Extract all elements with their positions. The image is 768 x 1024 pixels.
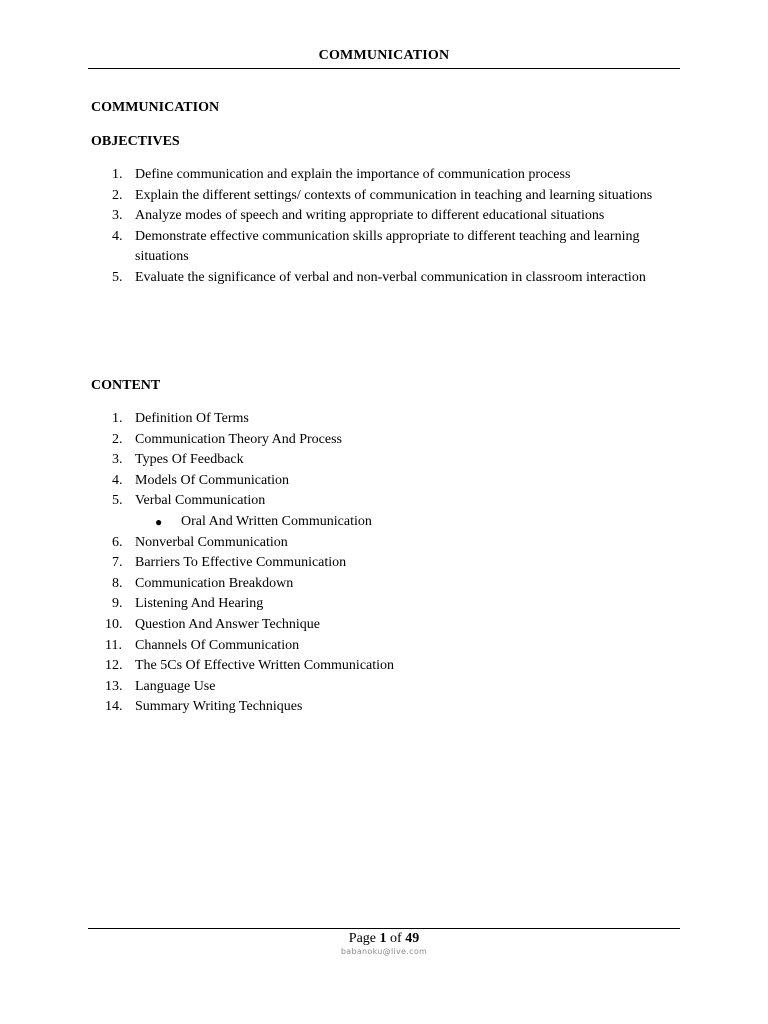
list-item	[91, 471, 655, 492]
list-item-text: Definition Of Terms	[135, 411, 249, 426]
list-item	[91, 227, 655, 268]
list-number: 9.	[112, 596, 123, 612]
list-item-text: Models Of Communication	[135, 472, 289, 488]
content-list	[91, 409, 655, 718]
list-item	[91, 165, 655, 186]
list-number: 14.	[105, 699, 123, 715]
list-item	[91, 697, 655, 718]
footer-rule	[88, 928, 680, 929]
list-item	[91, 615, 655, 636]
list-number: 12.	[105, 658, 123, 674]
list-item	[91, 430, 655, 451]
page-word: Page	[348, 931, 377, 946]
list-number: 2.	[112, 431, 123, 447]
list-item	[91, 533, 655, 554]
list-item-text: Communication Theory And Process	[135, 431, 342, 447]
objectives-title: OBJECTIVES	[91, 134, 180, 149]
list-item	[91, 409, 655, 430]
list-number: 8.	[112, 575, 123, 591]
list-item	[91, 636, 655, 657]
list-item-text: The 5Cs Of Effective Written Communication	[135, 658, 395, 674]
bullet-icon: ●	[155, 514, 163, 529]
list-item	[91, 656, 655, 677]
list-item-text: Question And Answer Technique	[135, 616, 321, 632]
list-number: 13.	[105, 678, 123, 694]
list-item-text: Explain the different settings/ contexts of communication in teaching and learning situations	[135, 187, 653, 203]
sublist-item-text: Oral And Written Communication	[181, 513, 372, 529]
running-header-title: COMMUNICATION	[318, 48, 450, 63]
list-item	[91, 574, 655, 595]
list-number: 6.	[112, 534, 123, 550]
sublist-item	[135, 512, 701, 533]
list-number: 11.	[105, 637, 122, 653]
list-item-text: Types Of Feedback	[135, 452, 244, 468]
list-number: 4.	[112, 472, 123, 488]
list-item-text: Verbal Communication	[135, 493, 266, 509]
list-item-text: Analyze modes of speech and writing appropriate to different educational situations	[135, 208, 605, 224]
list-item-text: Define communication and explain the importance of communication process	[135, 167, 571, 182]
list-item-text: Summary Writing Techniques	[135, 699, 303, 715]
page-total: 49	[405, 931, 420, 946]
list-item-text: Listening And Hearing	[135, 596, 264, 612]
list-item-text: Communication Breakdown	[135, 575, 294, 591]
page-of: of	[390, 931, 402, 946]
content-title: CONTENT	[91, 378, 161, 393]
list-number: 10.	[105, 616, 123, 632]
list-number: 5.	[112, 269, 123, 285]
list-number: 3.	[112, 208, 123, 224]
footer-email: babanoku@live.com	[340, 947, 428, 956]
list-item-text: Nonverbal Communication	[135, 534, 288, 550]
list-item	[91, 677, 655, 698]
list-item	[91, 268, 655, 289]
list-number: 5.	[112, 493, 123, 509]
list-number: 4.	[112, 228, 123, 244]
header-rule	[88, 68, 680, 69]
list-number: 7.	[112, 555, 123, 571]
list-item	[91, 450, 655, 471]
content-sublist	[135, 512, 655, 533]
list-item	[91, 491, 655, 532]
list-item	[91, 186, 655, 207]
objectives-list	[91, 165, 655, 289]
list-item-text: Barriers To Effective Communication	[135, 555, 347, 571]
document-heading: COMMUNICATION	[91, 100, 220, 115]
list-number: 3.	[112, 452, 123, 468]
list-item	[91, 206, 655, 227]
list-item-text: Demonstrate effective communication skills appropriate to different teaching and learning situations	[135, 228, 640, 265]
list-number: 1.	[112, 167, 123, 182]
page-number	[88, 930, 680, 948]
list-number: 1.	[112, 411, 123, 426]
page-current: 1	[379, 931, 387, 946]
list-number: 2.	[112, 187, 123, 203]
list-item-text: Channels Of Communication	[135, 637, 300, 653]
list-item-text: Language Use	[135, 678, 216, 694]
list-item	[91, 553, 655, 574]
list-item-text: Evaluate the significance of verbal and non-verbal communication in classroom interaction	[135, 269, 646, 285]
list-item	[91, 594, 655, 615]
